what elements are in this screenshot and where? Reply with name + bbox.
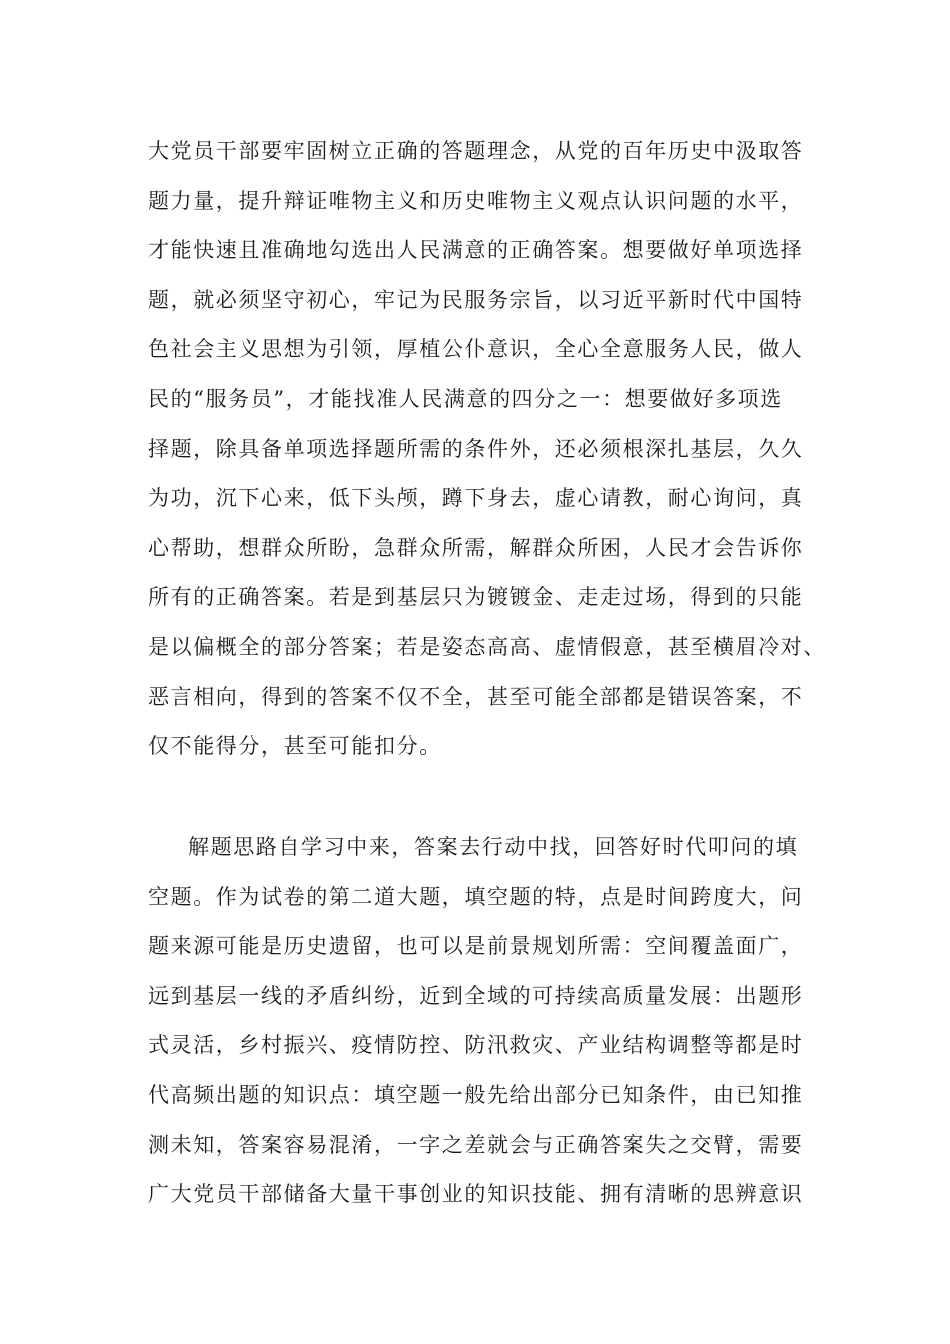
paragraph-line: 代高频出题的知识点：填空题一般先给出部分已知条件，由已知推 — [148, 1082, 804, 1107]
paragraph-line: 远到基层一线的矛盾纠纷，近到全域的可持续高质量发展：出题形 — [148, 983, 804, 1008]
paragraph-line: 民的“服务员”，才能找准人民满意的四分之一：想要做好多项选 — [148, 386, 783, 411]
paragraph-line: 恶言相向，得到的答案不仅不全，甚至可能全部都是错误答案，不 — [148, 684, 804, 709]
paragraph-line: 题力量，提升辩证唯物主义和历史唯物主义观点认识问题的水平， — [148, 188, 804, 213]
paragraph-line: 广大党员干部储备大量干事创业的知识技能、拥有清晰的思辨意识 — [148, 1182, 804, 1207]
paragraph-first-line-indented: 解题思路自学习中来，答案去行动中找，回答好时代叩问的填 — [188, 835, 799, 859]
paragraph-line: 测未知，答案容易混淆，一字之差就会与正确答案失之交臂，需要 — [148, 1132, 804, 1157]
paragraph-line: 所有的正确答案。若是到基层只为镀镀金、走走过场，得到的只能 — [148, 585, 804, 610]
paragraph-1 — [148, 127, 826, 772]
paragraph-line: 心帮助，想群众所盼，急群众所需，解群众所困，人民才会告诉你 — [148, 535, 804, 560]
paragraph-line: 式灵活，乡村振兴、疫情防控、防汛救灾、产业结构调整等都是时 — [148, 1033, 804, 1058]
paragraph-line: 空题。作为试卷的第二道大题，填空题的特，点是时间跨度大，问 — [148, 884, 804, 909]
paragraph-line: 仅不能得分，甚至可能扣分。 — [148, 734, 442, 759]
paragraph-line: 是以偏概全的部分答案；若是姿态高高、虚情假意，甚至横眉冷对、 — [148, 634, 826, 659]
paragraph-line: 题来源可能是历史遗留，也可以是前景规划所需：空间覆盖面广， — [148, 934, 804, 959]
paragraph-line: 为功，沉下心来，低下头颅，蹲下身去，虚心请教，耐心询问，真 — [148, 486, 804, 511]
paragraph-line: 大党员干部要牢固树立正确的答题理念，从党的百年历史中汲取答 — [148, 139, 804, 163]
paragraph-line: 题，就必须坚守初心，牢记为民服务宗旨，以习近平新时代中国特 — [148, 287, 804, 312]
paragraph-line: 色社会主义思想为引领，厚植公仆意识，全心全意服务人民，做人 — [148, 337, 804, 362]
paragraph-line: 择题，除具备单项选择题所需的条件外，还必须根深扎基层，久久 — [148, 436, 804, 461]
paragraph-line: 才能快速且准确地勾选出人民满意的正确答案。想要做好单项选择 — [148, 238, 804, 263]
paragraph-2 — [148, 823, 808, 1220]
